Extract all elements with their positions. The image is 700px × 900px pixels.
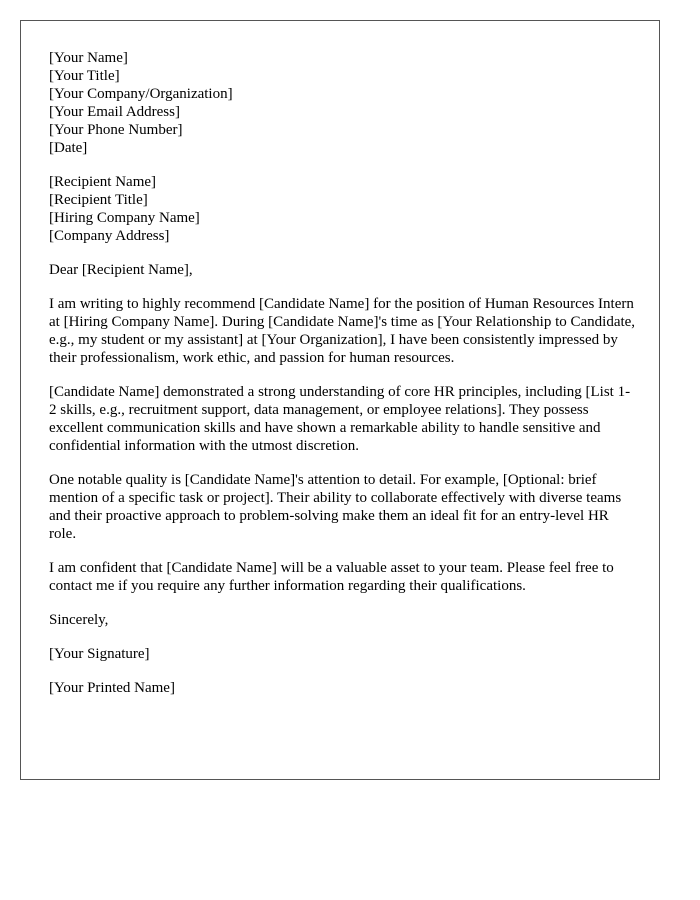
recipient-title: [Recipient Title] <box>49 192 148 208</box>
recipient-address: [Company Address] <box>49 228 170 244</box>
recipient-block <box>49 173 637 245</box>
recipient-company: [Hiring Company Name] <box>49 210 200 226</box>
sender-name: [Your Name] <box>49 50 128 66</box>
body-paragraph-1: I am writing to highly recommend [Candidate Name] for the position of Human Resources Intern at [Hiring Company Name]. During [Candidate Name]'s time as [Your Relationship to Candidate, e.g., my student or my assistant] at [Your Organization], I have been consistently impressed by their professionalism, work ethic, and passion for human resources. <box>49 296 636 366</box>
sender-title: [Your Title] <box>49 68 120 84</box>
recipient-name: [Recipient Name] <box>49 174 157 190</box>
sender-block <box>49 49 637 157</box>
body-paragraph-3: One notable quality is [Candidate Name]'s attention to detail. For example, [Optional: brief mention of a specific task or project]. Their ability to collaborate effectively with diverse teams and their proactive approach to problem-solving make them an ideal fit for an entry-level HR role. <box>49 472 622 542</box>
body-paragraph-2: [Candidate Name] demonstrated a strong understanding of core HR principles, including [List 1-2 skills, e.g., recruitment support, data management, or employee relations]. They possess excellent communication skills and have shown a remarkable ability to handle sensitive and confidential information with the utmost discretion. <box>49 384 631 454</box>
letter-content <box>49 49 637 713</box>
body-paragraph-4: I am confident that [Candidate Name] will be a valuable asset to your team. Please feel free to contact me if you require any further information regarding their qualifications. <box>49 560 614 594</box>
letter-page <box>20 20 660 780</box>
letter-date: [Date] <box>49 140 88 156</box>
printed-name: [Your Printed Name] <box>49 680 175 696</box>
salutation: Dear [Recipient Name], <box>49 262 193 278</box>
sender-email: [Your Email Address] <box>49 104 180 120</box>
signature: [Your Signature] <box>49 646 150 662</box>
sender-organization: [Your Company/Organization] <box>49 86 233 102</box>
sender-phone: [Your Phone Number] <box>49 122 183 138</box>
closing: Sincerely, <box>49 612 109 628</box>
